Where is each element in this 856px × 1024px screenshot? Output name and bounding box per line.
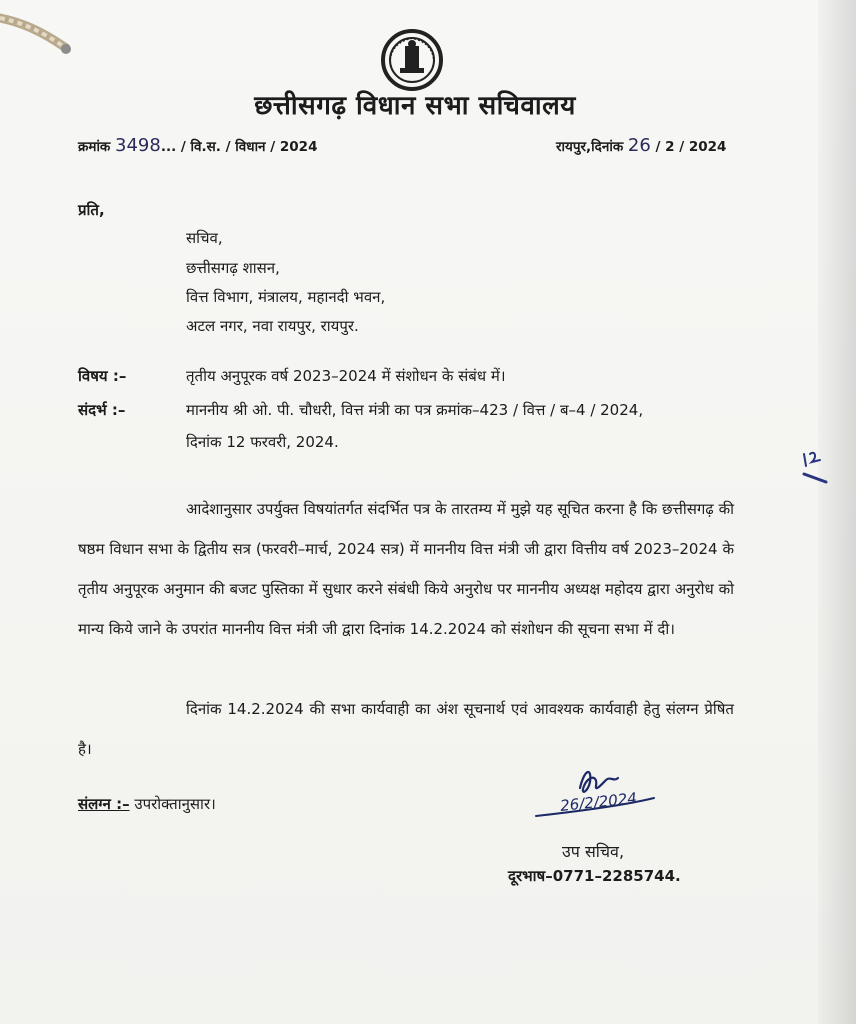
address-line: अटल नगर, नवा रायपुर, रायपुर. [186,317,359,335]
date-day-handwritten: 26 [627,135,651,156]
page-edge-shadow [818,0,856,1024]
address-line: वित्त विभाग, मंत्रालय, महानदी भवन, [186,288,386,306]
date-prefix: रायपुर,दिनांक [556,139,624,155]
reference-label: संदर्भ :– [78,401,126,419]
body-paragraph-1: आदेशानुसार उपर्युक्त विषयांतर्गत संदर्भित पत्र के तारतम्य में मुझे यह सूचित करना है कि छत्तीसगढ़ की षष्ठम विधान सभा के द्वितीय सत्र (फरवरी–मार्च, 2024 सत्र) में माननीय वित्त मंत्री जी द्वारा वित्तीय वर्ष 2023–2024 के तृतीय अनुपूरक अनुमान की बजट पुस्तिका में सुधार करने संबंधी किये अनुरोध पर माननीय अध्यक्ष महोदय द्वारा अनुरोध को मान्य किये जाने के उपरांत माननीय वित्त मंत्री जी द्वारा दिनांक 14.2.2024 को संशोधन की सूचना सभा में दी। [78,500,734,638]
enclosure [78,794,216,814]
letter-date [556,135,726,156]
reference-prefix: क्रमांक [78,139,111,155]
enclosure-label: संलग्न :– [78,795,130,813]
signature-date: 26/2/2024 [559,789,638,815]
government-seal-icon [378,28,446,92]
phone-number: दूरभाष–0771–2285744. [508,867,681,885]
body-paragraph-2: दिनांक 14.2.2024 की सभा कार्यवाही का अंश सूचनार्थ एवं आवश्यक कार्यवाही हेतु संलग्न प्रेषित है। [78,700,734,758]
reference-text-line: दिनांक 12 फरवरी, 2024. [186,433,339,451]
reference-suffix: ... / वि.स. / विधान / 2024 [160,139,318,155]
binding-thread-icon [0,0,80,70]
address-line: छत्तीसगढ़ शासन, [186,259,280,277]
reference-number-handwritten: 3498 [115,135,161,156]
subject-text: तृतीय अनुपूरक वर्ष 2023–2024 में संशोधन के संबंध में। [186,367,506,385]
pen-mark-icon [800,444,830,484]
subject-label: विषय :– [78,367,127,385]
date-suffix: / 2 / 2024 [655,139,727,155]
designation: उप सचिव, [562,842,625,861]
enclosure-text: उपरोक्तानुसार। [134,795,216,813]
letterhead-title: छत्तीसगढ़ विधान सभा सचिवालय [254,91,576,121]
address-line: सचिव, [186,229,223,247]
reference-text-line: माननीय श्री ओ. पी. चौधरी, वित्त मंत्री का पत्र क्रमांक–423 / वित्त / ब–4 / 2024, [186,401,644,419]
reference-number [78,135,317,156]
to-label: प्रति, [78,201,105,219]
